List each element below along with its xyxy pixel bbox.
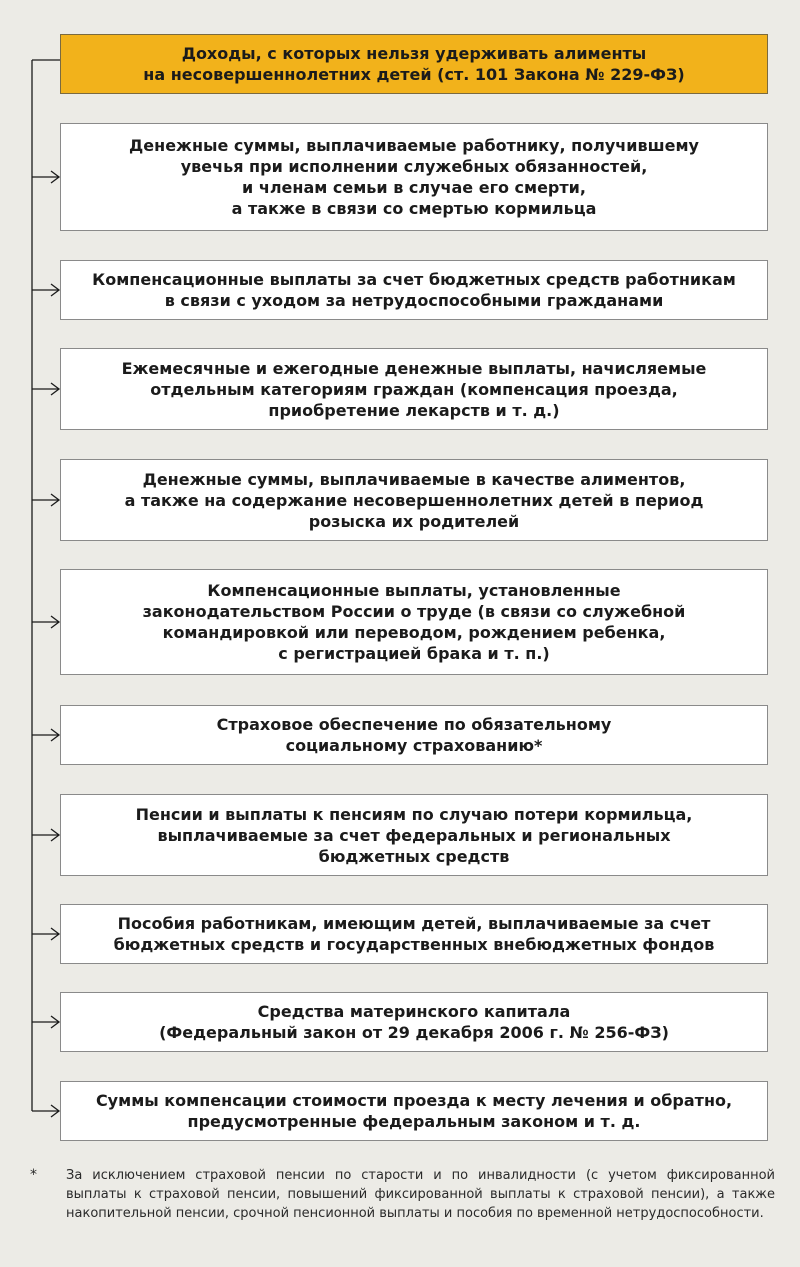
income-item-6 bbox=[60, 705, 768, 765]
income-item-2-text: Компенсационные выплаты за счет бюджетных средств работникам в связи с уходом за нетрудоспособными гражданами bbox=[92, 270, 736, 310]
income-item-5 bbox=[60, 569, 768, 675]
income-item-1 bbox=[60, 123, 768, 231]
income-item-3-text: Ежемесячные и ежегодные денежные выплаты, начисляемые отдельным категориям граждан (компенсация проезда, приобретение лекарств и т. д.) bbox=[121, 358, 707, 420]
income-item-9-text: Средства материнского капитала (Федеральный закон от 29 декабря 2006 г. № 256-ФЗ) bbox=[159, 1002, 669, 1042]
income-item-10 bbox=[60, 1081, 768, 1141]
income-item-4-text: Денежные суммы, выплачиваемые в качестве алиментов, а также на содержание несовершеннолетних детей в период розыска их родителей bbox=[124, 469, 704, 531]
income-item-3 bbox=[60, 348, 768, 430]
income-item-8 bbox=[60, 904, 768, 964]
header-box bbox=[60, 34, 768, 94]
income-item-7 bbox=[60, 794, 768, 876]
income-item-5-text: Компенсационные выплаты, установленные законодательством России о труде (в связи со служебной командировкой или переводом, рождением ребенка, с регистрацией брака и т. п.) bbox=[142, 581, 686, 663]
income-item-1-text: Денежные суммы, выплачиваемые работнику, получившему увечья при исполнении служебных обязанностей, и членам семьи в случае его смерти, а также в связи со смертью кормильца bbox=[129, 136, 699, 218]
income-item-8-text: Пособия работникам, имеющим детей, выплачиваемые за счет бюджетных средств и государственных внебюджетных фондов bbox=[113, 914, 715, 954]
income-item-4 bbox=[60, 459, 768, 541]
income-item-6-text: Страховое обеспечение по обязательному социальному страхованию* bbox=[216, 715, 612, 755]
income-item-10-text: Суммы компенсации стоимости проезда к месту лечения и обратно, предусмотренные федеральным законом и т. д. bbox=[95, 1091, 733, 1131]
income-item-7-text: Пенсии и выплаты к пенсиям по случаю потери кормильца, выплачиваемые за счет федеральных и региональных бюджетных средств bbox=[135, 804, 693, 866]
header-text: Доходы, с которых нельзя удерживать алименты на несовершеннолетних детей (ст. 101 Закона № 229-ФЗ) bbox=[143, 44, 685, 84]
footnote bbox=[30, 1166, 775, 1223]
income-item-9 bbox=[60, 992, 768, 1052]
footnote-text: За исключением страховой пенсии по старости и по инвалидности (с учетом фиксированной выплаты к страховой пенсии, повышений фиксированной выплаты к страховой пенсии), а также накопительной пенсии, срочной пенсионной выплаты и пособия по временной нетрудоспособности. bbox=[66, 1168, 775, 1221]
footnote-mark: * bbox=[30, 1167, 37, 1183]
income-item-2 bbox=[60, 260, 768, 320]
